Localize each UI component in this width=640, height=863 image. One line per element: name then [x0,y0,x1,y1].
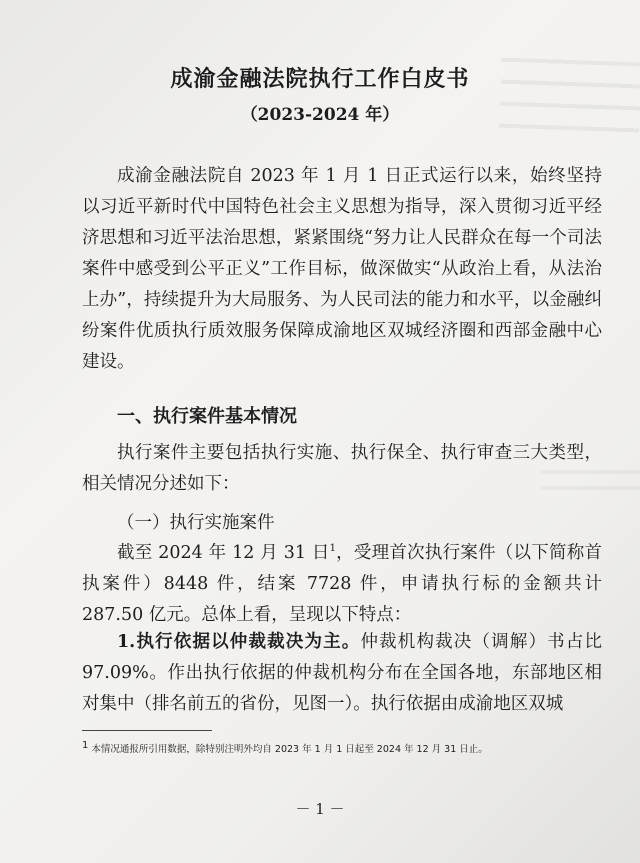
point-paragraph [82,627,602,720]
footnote-reference: 1 [329,543,336,555]
paragraph-text-part: 截至 2024 年 12 月 31 日 [117,543,330,563]
footnote-divider [82,730,212,731]
footnote-text: 本情况通报所引用数据，除特别注明外均自 2023 年 1 月 1 日起至 2024 年 12 月 31 日止。 [91,744,488,755]
paragraph-text-part: ，受理首次执行案件（以下简称首执案件）8448 件，结案 7728 件，申请执行标的金额共计 287.50 亿元。总体上看，呈现以下特点： [82,543,602,625]
intro-paragraph: 成渝金融法院自 2023 年 1 月 1 日正式运行以来，始终坚持以习近平新时代中国特色社会主义思想为指导，深入贯彻习近平经济思想和习近平法治思想，紧紧围绕“努力让人民群众在每一个司法案件中感受到公平正义”工作目标，做深做实“从政治上看，从法治上办”，持续提升为大局服务、为人民司法的能力和水平，以金融纠纷案件优质执行质效服务保障成渝地区双城经济圈和西部金融中心建设。 [82,166,602,372]
footnote-number: 1 [82,739,89,751]
document-title: 成渝金融法院执行工作白皮书 [170,66,470,92]
document-subtitle: （2023-2024 年） [240,105,400,125]
section-paragraph: 执行案件主要包括执行实施、执行保全、执行审查三大类型，相关情况分述如下： [82,443,602,494]
subsection-heading-enforcement-cases: （一）执行实施案件 [117,513,275,533]
subsection-paragraph [82,538,602,631]
point-lead: 1.执行依据以仲裁裁决为主。 [117,632,361,652]
page-number: － 1 － [295,800,345,818]
footnote [82,741,622,755]
section-heading-case-overview: 一、执行案件基本情况 [117,406,297,427]
point-text: 仲裁机构裁决（调解）书占比 97.09%。作出执行依据的仲裁机构分布在全国各地，东部地区相对集中（排名前五的省份，见图一）。执行依据由成渝地区双城 [82,632,602,714]
